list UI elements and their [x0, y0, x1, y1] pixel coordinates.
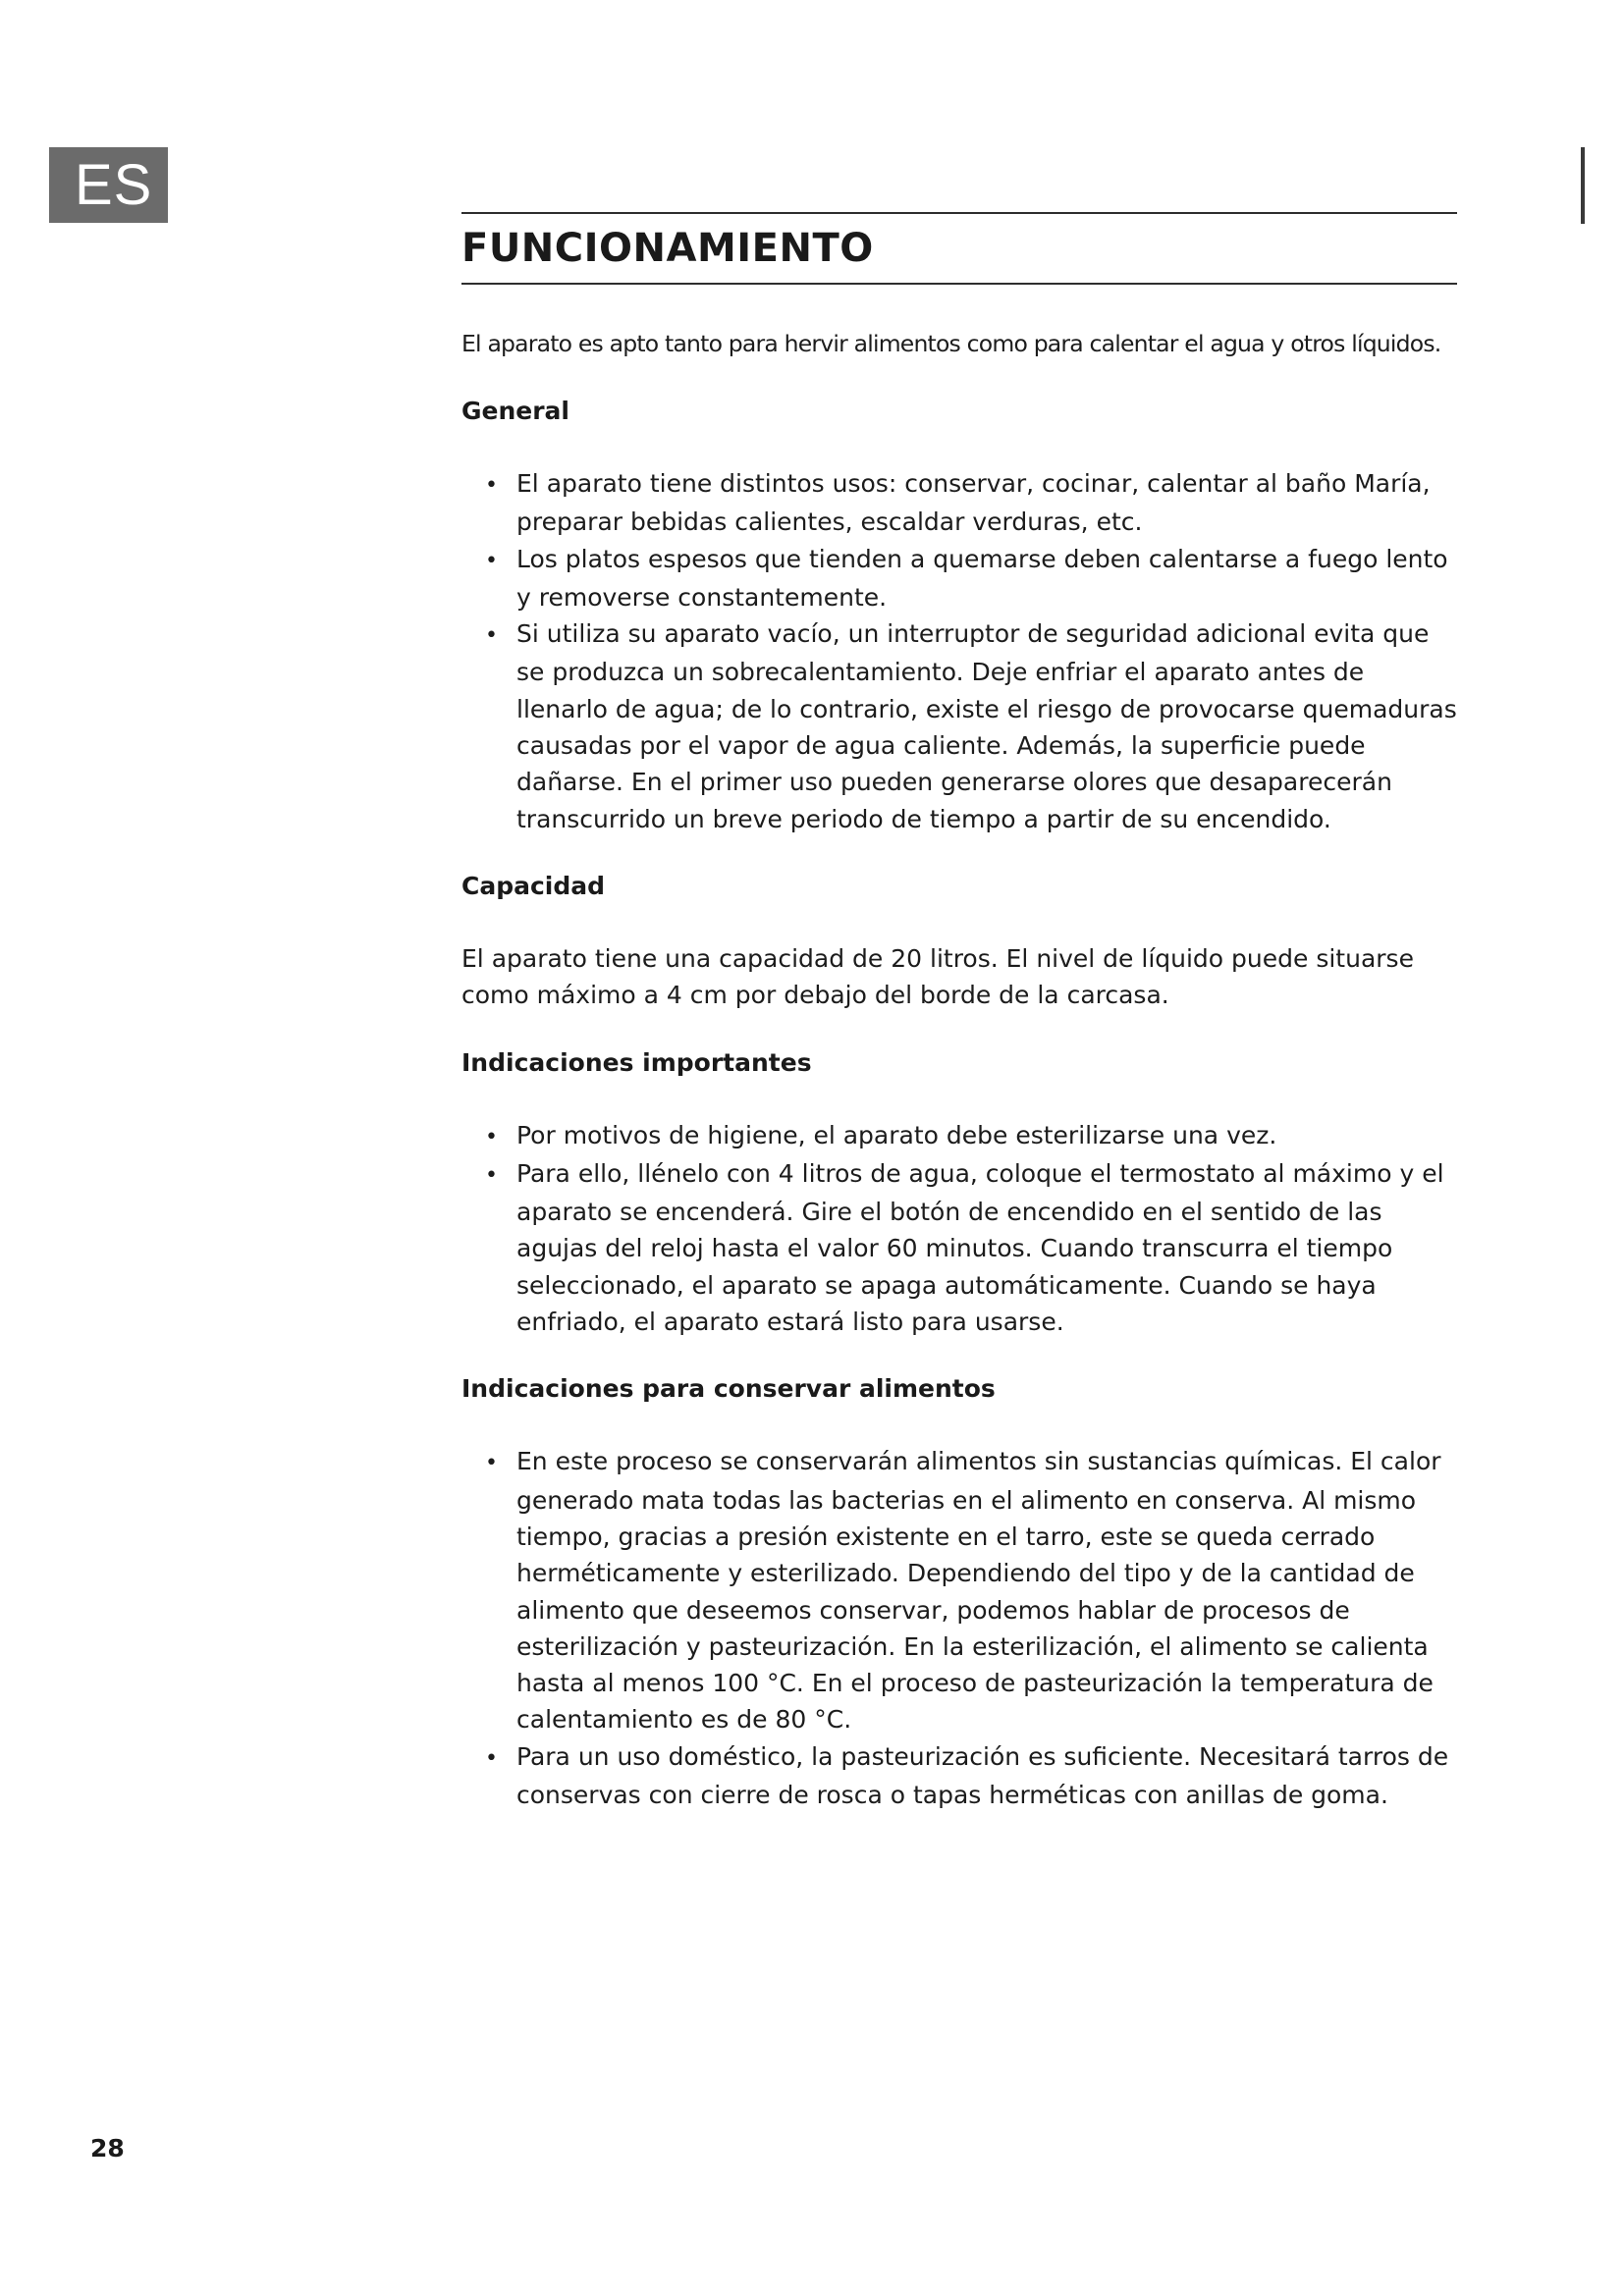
- section-heading-general: General: [461, 397, 569, 425]
- list-item: • En este proceso se conservarán alimentos sin sustancias químicas. El calor generado mata todas las bacterias en el alimento en conserva. Al mismo tiempo, gracias a presión existente en el tarro, este se queda cerrado herméticamente y esterilizado. Dependiendo del tipo y de la cantidad de alimento que deseemos conservar, podemos hablar de procesos de esterilización y pasteurización. En la esterilización, el alimento se calienta hasta al menos 100 °C. En el proceso de pasteurización la temperatura de calentamiento es de 80 °C.: [485, 1447, 1441, 1735]
- page-edge-marker: [1581, 147, 1585, 224]
- bullet-icon: •: [485, 1451, 498, 1476]
- general-bullet-list: [461, 465, 1457, 837]
- bullet-icon: •: [485, 473, 498, 498]
- bullet-icon: •: [485, 1124, 498, 1149]
- section-heading-indicaciones-conservar: Indicaciones para conservar alimentos: [461, 1374, 996, 1404]
- bullet-icon: •: [485, 548, 498, 573]
- bullet-icon: •: [485, 1162, 498, 1188]
- list-item: • Por motivos de higiene, el aparato debe esterilizarse una vez.: [461, 1117, 1457, 1155]
- page-title: FUNCIONAMIENTO: [461, 226, 874, 271]
- bullet-icon: •: [485, 1745, 498, 1771]
- list-item: • Los platos espesos que tienden a quemarse deben calentarse a fuego lento y removerse constantemente.: [485, 544, 1448, 612]
- section-heading-capacidad: Capacidad: [461, 871, 606, 900]
- list-item: • El aparato tiene distintos usos: conservar, cocinar, calentar al baño María, preparar bebidas calientes, escaldar verduras, etc.: [485, 469, 1431, 537]
- list-item: • Para un uso doméstico, la pasteurización es suficiente. Necesitará tarros de conservas con cierre de rosca o tapas herméticas con anillas de goma.: [485, 1741, 1449, 1810]
- main-content: [461, 212, 1457, 1813]
- indicaciones-conservar-bullet-list: [461, 1443, 1457, 1813]
- section-heading-indicaciones-importantes: Indicaciones importantes: [461, 1047, 812, 1077]
- list-item: • Para ello, llénelo con 4 litros de agua, coloque el termostato al máximo y el aparato se encenderá. Gire el botón de encendido en el sentido de las agujas del reloj hasta el valor 60 minutos. Cuando transcurra el tiempo seleccionado, el aparato se apaga automáticamente. Cuando se haya enfriado, el aparato estará listo para usarse.: [485, 1158, 1444, 1337]
- list-item: • Si utiliza su aparato vacío, un interruptor de seguridad adicional evita que se produzca un sobrecalentamiento. Deje enfriar el aparato antes de llenarlo de agua; de lo contrario, existe el riesgo de provocarse quemaduras causadas por el vapor de agua caliente. Además, la superficie puede dañarse. En el primer uso pueden generarse olores que desaparecerán transcurrido un breve periodo de tiempo a partir de su encendido.: [485, 619, 1457, 833]
- intro-text: El aparato es apto tanto para hervir alimentos como para calentar el agua y otros líquidos.: [461, 330, 1441, 357]
- language-tab: ES: [49, 147, 168, 223]
- capacidad-text: El aparato tiene una capacidad de 20 litros. El nivel de líquido puede situarse como máximo a 4 cm por debajo del borde de la carcasa.: [461, 943, 1414, 1010]
- title-rule-bottom: [461, 283, 1457, 285]
- bullet-icon: •: [485, 623, 498, 649]
- page-number: 28: [90, 2134, 125, 2163]
- indicaciones-importantes-bullet-list: [461, 1117, 1457, 1341]
